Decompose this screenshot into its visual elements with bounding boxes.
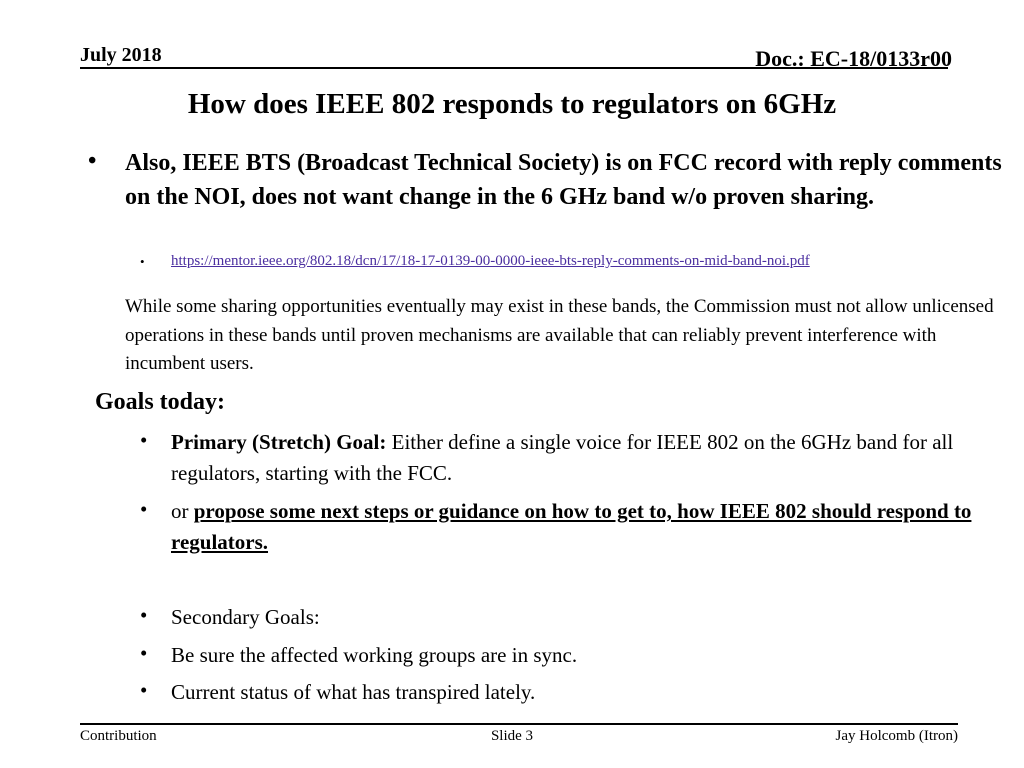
secondary-goal-1: Be sure the affected working groups are in sync. — [171, 643, 578, 667]
header-divider — [80, 67, 948, 69]
goal-alternative-text: propose some next steps or guidance on how to get to, how IEEE 802 should respond to regulators. — [171, 499, 972, 554]
footer-contribution: Contribution — [80, 728, 157, 744]
footer-author: Jay Holcomb (Itron) — [835, 728, 958, 744]
bullet-marker: • — [140, 497, 148, 521]
bullet-marker: • — [140, 678, 148, 702]
goal-primary-text: Either define a single voice for IEEE 802 on the 6GHz band for all regulators, starting with the FCC. — [171, 430, 954, 485]
footer-divider — [80, 723, 958, 725]
bullet-bts-statement: Also, IEEE BTS (Broadcast Technical Society) is on FCC record with reply comments on the NOI, does not want change in the 6 GHz band w/o proven sharing. — [125, 150, 1002, 210]
goal-or-prefix: or — [171, 499, 189, 523]
goal-primary-label: Primary (Stretch) Goal: — [171, 430, 387, 454]
slide-title: How does IEEE 802 responds to regulators on 6GHz — [187, 88, 837, 120]
bullet-marker: • — [140, 254, 145, 269]
secondary-goals-heading: Secondary Goals: — [171, 605, 320, 629]
bullet-marker: • — [140, 603, 148, 627]
footer-slide-number: Slide 3 — [490, 728, 534, 744]
header-date: July 2018 — [80, 44, 162, 66]
bts-reply-comments-link[interactable]: https://mentor.ieee.org/802.18/dcn/17/18-17-0139-00-0000-ieee-bts-reply-comments-on-mid-band-noi.pdf — [171, 253, 810, 269]
bullet-marker: • — [140, 641, 148, 665]
fcc-quote: While some sharing opportunities eventually may exist in these bands, the Commission must not allow unlicensed operations in these bands until proven mechanisms are available that can reliably prevent interference with incumbent users. — [125, 296, 994, 374]
goal-alternative — [171, 496, 991, 558]
header-doc-id: Doc.: EC-18/0133r00 — [755, 46, 952, 71]
goal-primary — [171, 427, 991, 489]
bullet-marker: • — [88, 148, 97, 174]
bullet-marker: • — [140, 428, 148, 452]
secondary-goal-2: Current status of what has transpired lately. — [171, 680, 536, 704]
goals-heading: Goals today: — [95, 389, 226, 415]
